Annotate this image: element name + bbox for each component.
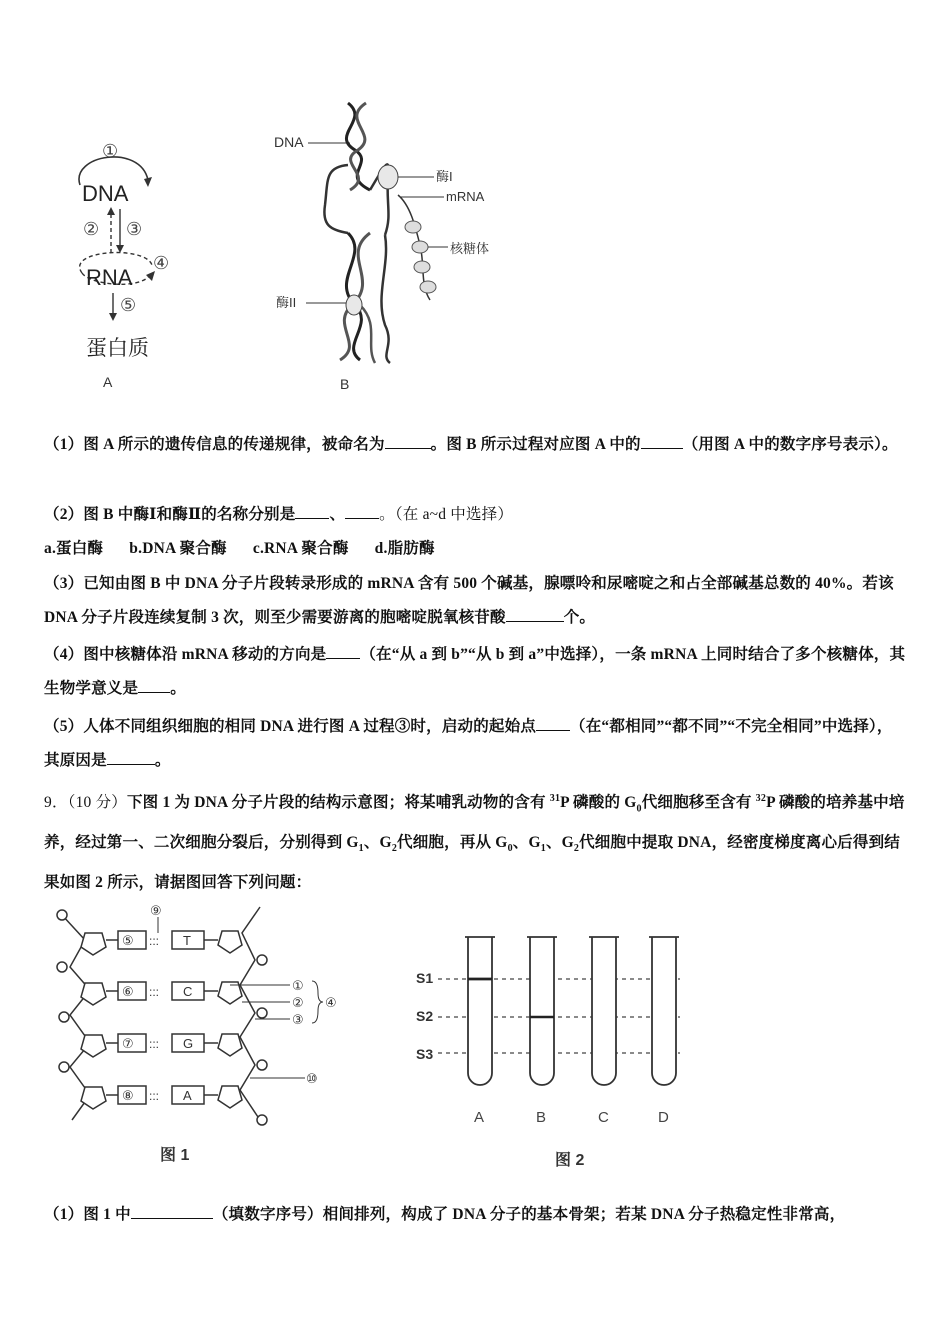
svg-text::::: ::: bbox=[149, 985, 160, 999]
deoxyribose bbox=[81, 1087, 106, 1109]
label-protein: 蛋白质 bbox=[86, 337, 149, 360]
tube-d bbox=[649, 937, 679, 1085]
deoxyribose bbox=[81, 933, 106, 955]
caption-fig2: 图 2 bbox=[555, 1152, 585, 1169]
figure-2-centrifuge bbox=[410, 925, 700, 1175]
tube-a bbox=[465, 937, 495, 1085]
tube-b bbox=[527, 937, 557, 1085]
label-dna: DNA bbox=[274, 134, 304, 150]
base-a-label: A bbox=[183, 1088, 192, 1103]
deoxyribose bbox=[218, 1086, 242, 1108]
deoxyribose bbox=[218, 931, 242, 953]
q8-part5: （5）人体不同组织细胞的相同 DNA 进行图 A 过程③时，启动的起始点 （在“都相同”“都不同”“不完全相同”中选择），其原因是 。 bbox=[44, 718, 893, 769]
label-n2: ② bbox=[83, 219, 100, 239]
tube-c bbox=[589, 937, 619, 1085]
replication-bubble bbox=[324, 165, 348, 233]
label-rna: RNA bbox=[86, 265, 133, 290]
label-s2: S2 bbox=[416, 1008, 434, 1024]
label-n3: ③ bbox=[292, 1012, 304, 1027]
arrow-head bbox=[144, 177, 152, 187]
label-mrna: mRNA bbox=[446, 189, 485, 204]
label-s1: S1 bbox=[416, 970, 434, 986]
deoxyribose bbox=[218, 1034, 242, 1056]
base-c-label: C bbox=[183, 984, 193, 999]
label-n1: ① bbox=[102, 141, 119, 161]
base-t-label: T bbox=[183, 933, 191, 948]
svg-text::::: ::: bbox=[149, 1089, 160, 1103]
figure-a bbox=[60, 135, 200, 395]
base-g-label: G bbox=[183, 1036, 194, 1051]
label-ribosome: 核糖体 bbox=[450, 241, 490, 256]
figure-1-dna-structure bbox=[50, 895, 350, 1175]
enzyme-2 bbox=[346, 295, 362, 315]
label-n6: ⑥ bbox=[122, 984, 134, 999]
svg-text::::: ::: bbox=[149, 1037, 160, 1051]
label-n2: ② bbox=[292, 995, 304, 1010]
label-n9: ⑨ bbox=[150, 903, 162, 918]
label-enzyme1: 酶I bbox=[436, 169, 453, 184]
option-a: a.蛋白酶 bbox=[44, 540, 104, 557]
label-n5: ⑤ bbox=[122, 933, 134, 948]
enzyme-1 bbox=[378, 165, 398, 189]
arrow-head bbox=[107, 207, 115, 215]
deoxyribose bbox=[81, 983, 106, 1005]
caption-fig1: 图 1 bbox=[160, 1147, 190, 1164]
q9-stem: 9．（10 分）下图 1 为 DNA 分子片段的结构示意图；将某哺乳动物的含有 $^{31}$P 磷酸的 $G_0$代细胞移至含有 $^{32}$P 磷酸的培养基中培养，经过第一、二次细胞分裂后，分别得到 $G_1$、$G_2$代细胞，再从 $G_0$、$G_1$、$G_2$代细胞中提取 DNA，经密度梯度离心后得到结果如图 2 所示，请据图回答下列问题： bbox=[44, 793, 905, 892]
label-enzyme2: 酶II bbox=[276, 295, 297, 310]
ribosome bbox=[414, 261, 430, 273]
svg-text::::: ::: bbox=[149, 934, 160, 948]
ribosome bbox=[420, 281, 436, 293]
ribosome bbox=[405, 221, 421, 233]
label-dna: DNA bbox=[82, 181, 129, 206]
q8-part2: （2）图 B 中酶Ⅰ和酶Ⅱ的名称分别是 、 。（在 a~d 中选择） bbox=[44, 506, 514, 523]
caption-b: B bbox=[340, 376, 350, 392]
arrow-head bbox=[116, 245, 124, 253]
q9-part1: （1）图 1 中 （填数字序号）相间排列，构成了 DNA 分子的基本骨架；若某 DNA 分子热稳定性非常高， bbox=[44, 1206, 846, 1223]
tube-label-d: D bbox=[658, 1109, 669, 1126]
label-n4: ④ bbox=[153, 253, 170, 273]
tube-label-c: C bbox=[598, 1109, 609, 1126]
ribosome bbox=[412, 241, 428, 253]
label-n8: ⑧ bbox=[122, 1088, 134, 1103]
arrow-head bbox=[109, 313, 117, 321]
label-n7: ⑦ bbox=[122, 1036, 134, 1051]
label-n4: ④ bbox=[325, 995, 337, 1010]
label-n1: ① bbox=[292, 978, 304, 993]
tube-label-a: A bbox=[474, 1109, 485, 1126]
option-c: c.RNA 聚合酶 bbox=[252, 540, 349, 557]
q8-part1: （1）图 A 所示的遗传信息的传递规律，被命名为 。图 B 所示过程对应图 A 中的 （用图 A 中的数字序号表示）。 bbox=[44, 436, 898, 453]
label-n3: ③ bbox=[126, 219, 143, 239]
figure-b bbox=[270, 95, 530, 395]
label-n10: ⑩ bbox=[306, 1071, 318, 1086]
tube-label-b: B bbox=[536, 1109, 547, 1126]
deoxyribose bbox=[81, 1035, 106, 1057]
q8-part3: （3）已知由图 B 中 DNA 分子片段转录形成的 mRNA 含有 500 个碱基，腺嘌呤和尿嘧啶之和占全部碱基总数的 40%。若该 DNA 分子片段连续复制 3 次，则至少需要游离的胞嘧啶脱氧核苷酸 个。 bbox=[44, 575, 894, 626]
label-s3: S3 bbox=[416, 1046, 434, 1062]
label-n5: ⑤ bbox=[120, 295, 137, 315]
option-d: d.脂肪酶 bbox=[374, 540, 435, 557]
q8-options bbox=[44, 532, 908, 566]
option-b: b.DNA 聚合酶 bbox=[129, 540, 227, 557]
caption-a: A bbox=[103, 374, 113, 390]
q8-part4: （4）图中核糖体沿 mRNA 移动的方向是 （在“从 a 到 b”“从 b 到 a”中选择），一条 mRNA 上同时结合了多个核糖体，其生物学意义是 。 bbox=[44, 646, 906, 697]
